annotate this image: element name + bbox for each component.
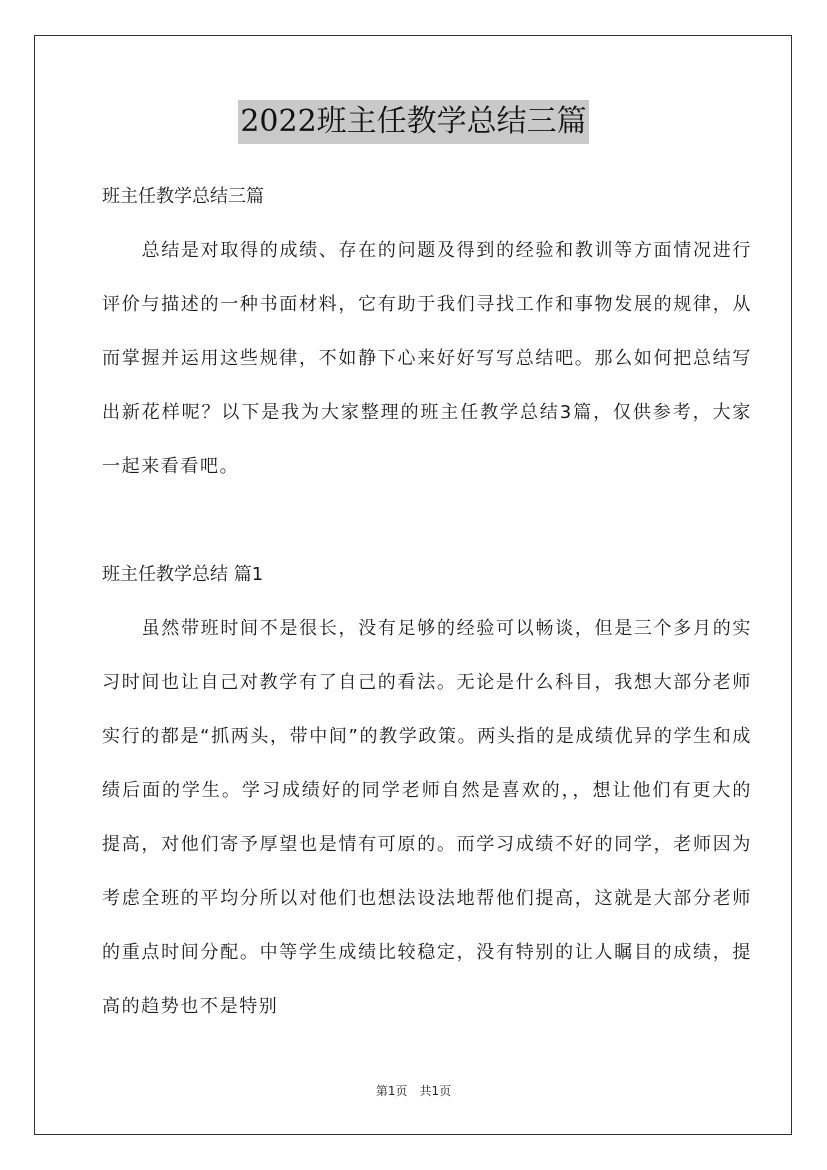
section1-paragraph: 虽然带班时间不是很长，没有足够的经验可以畅谈，但是三个多月的实习时间也让自己对教学有了自己的看法。无论是什么科目，我想大部分老师实行的都是“抓两头，带中间”的教学政策。两头指的是成绩优异的学生和成绩后面的学生。学习成绩好的同学老师自然是喜欢的，，想让他们有更大的提高，对他们寄予厚望也是情有可原的。而学习成绩不好的同学，老师因为考虑全班的平均分所以对他们也想法设法地帮他们提高，这就是大部分老师的重点时间分配。中等学生成绩比较稳定，没有特别的让人瞩目的成绩，提高的趋势也不是特别 xyxy=(102,618,752,1017)
title-wrap xyxy=(0,100,827,144)
document-title: 2022班主任教学总结三篇 xyxy=(238,100,588,144)
intro-paragraph: 总结是对取得的成绩、存在的问题及得到的经验和教训等方面情况进行评价与描述的一种书面材料，它有助于我们寻找工作和事物发展的规律，从而掌握并运用这些规律，不如静下心来好好写写总结吧。那么如何把总结写出新花样呢？以下是我为大家整理的班主任教学总结3篇，仅供参考，大家一起来看看吧。 xyxy=(102,240,752,477)
section-gap xyxy=(102,494,752,548)
intro-heading: 班主任教学总结三篇 xyxy=(102,186,264,207)
document-body xyxy=(102,170,752,1034)
page-footer: 第1页 共1页 xyxy=(375,1084,452,1098)
section1-heading: 班主任教学总结 篇1 xyxy=(102,564,264,585)
